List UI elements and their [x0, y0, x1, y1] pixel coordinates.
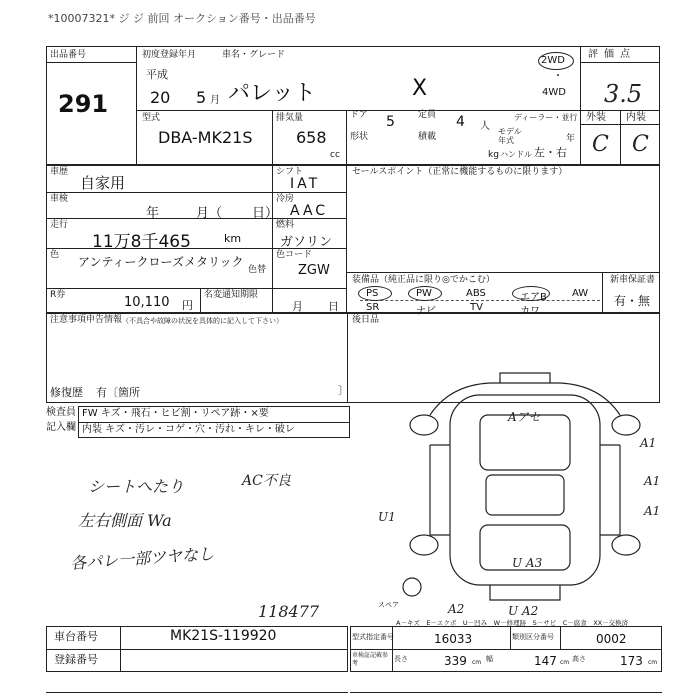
equip-airbag: エアB [520, 292, 547, 303]
car-roof [486, 475, 564, 515]
front-right-wheel [612, 415, 640, 435]
equip-aw: AW [572, 288, 589, 299]
exterior-grade: C [592, 132, 609, 157]
rear-left-wheel [410, 535, 438, 555]
registration-era: 平成 [146, 68, 168, 81]
damage-mark-1: Aアセ [508, 410, 541, 424]
damage-mark-8: U A2 [508, 604, 539, 618]
seats-value: 4 [456, 114, 465, 130]
spare-tire [403, 578, 421, 596]
class-number: 0002 [596, 632, 627, 646]
lot-label: 出品番号 [50, 50, 87, 60]
length-value: 339 [444, 654, 467, 668]
chassis-number: MK21S-119920 [170, 628, 277, 644]
hand-note-ac: AC不良 [242, 473, 291, 489]
equip-sr: SR [366, 302, 380, 313]
damage-legend: A－キズ E－エクボ U－凹み W－修理跡 S－サビ C－腐食 XX－交換済 [396, 619, 629, 627]
equip-tv: TV [470, 302, 483, 313]
grade-score: 3.5 [604, 80, 643, 108]
lot-number: 291 [58, 90, 109, 118]
car-diagram [390, 365, 660, 620]
equip-abs: ABS [466, 288, 486, 299]
displacement-value: 658 [296, 128, 327, 147]
history-value: 自家用 [80, 174, 126, 192]
equip-leather: カワ [520, 306, 540, 317]
equip-pw: PW [416, 288, 432, 299]
model-spec-number: 16033 [434, 632, 473, 646]
registration-month: 5 [196, 88, 207, 107]
equip-ps: PS [366, 288, 379, 299]
registration-year: 20 [150, 88, 171, 107]
damage-mark-2: A1 [640, 436, 657, 450]
color-code-value: ZGW [298, 263, 330, 278]
model-label: 車名・グレード [222, 50, 286, 60]
interior-label: 内装 [626, 112, 646, 123]
doors-value: 5 [386, 114, 395, 130]
damage-mark-6: U A3 [512, 556, 543, 570]
hand-note-seat: シートへたり [88, 477, 185, 496]
hand-frame-number: 118477 [258, 602, 320, 621]
front-left-wheel [410, 415, 438, 435]
registration-label: 初度登録年月 [142, 50, 197, 60]
rear-right-wheel [612, 535, 640, 555]
top-strip: *10007321* ジ ジ 前回 オークション番号・出品番号 [48, 12, 316, 25]
damage-mark-7: A2 [448, 602, 465, 616]
warranty-value: 有・無 [614, 294, 651, 308]
interior-grade: C [632, 132, 649, 157]
handle-value: 左・右 [534, 146, 567, 159]
hand-note-paint: 各パレ一部ツヤなし [69, 543, 215, 573]
drive-2wd: 2WD [541, 55, 565, 66]
width-value: 147 [534, 654, 557, 668]
recycle-value: 10,110 [124, 295, 170, 310]
model-name: パレット [228, 81, 316, 106]
exterior-label: 外装 [586, 112, 606, 123]
repair-value: 有〔箇所 [96, 386, 140, 399]
fuel-value: ガソリン [280, 235, 333, 250]
damage-mark-4: A1 [644, 504, 661, 518]
damage-mark-5: U1 [378, 510, 396, 524]
model-grade: X [412, 76, 428, 101]
notes-section [46, 313, 348, 403]
color-value: アンティークローズメタリック [78, 255, 244, 269]
height-value: 173 [620, 654, 643, 668]
equip-navi: ナビ [416, 306, 436, 317]
aircon-value: AAC [290, 203, 329, 219]
drive-4wd: 4WD [542, 87, 566, 98]
type-value: DBA-MK21S [158, 128, 253, 147]
shift-value: IAT [290, 176, 321, 192]
grade-label: 評価点 [588, 49, 636, 60]
inspector-row1: FW キズ・飛石・ヒビ割・リペア跡・×要 [82, 408, 269, 419]
damage-mark-3: A1 [644, 474, 661, 488]
inspector-row2: 内装 キズ・汚レ・コゲ・穴・汚れ・キレ・破レ [82, 424, 295, 435]
sales-point-label: セールスポイント（正常に機能するものに限ります） [352, 167, 568, 177]
hand-note-side: 左右側面 Wa [78, 511, 172, 530]
mileage-value: 11万8千465 [92, 232, 191, 252]
